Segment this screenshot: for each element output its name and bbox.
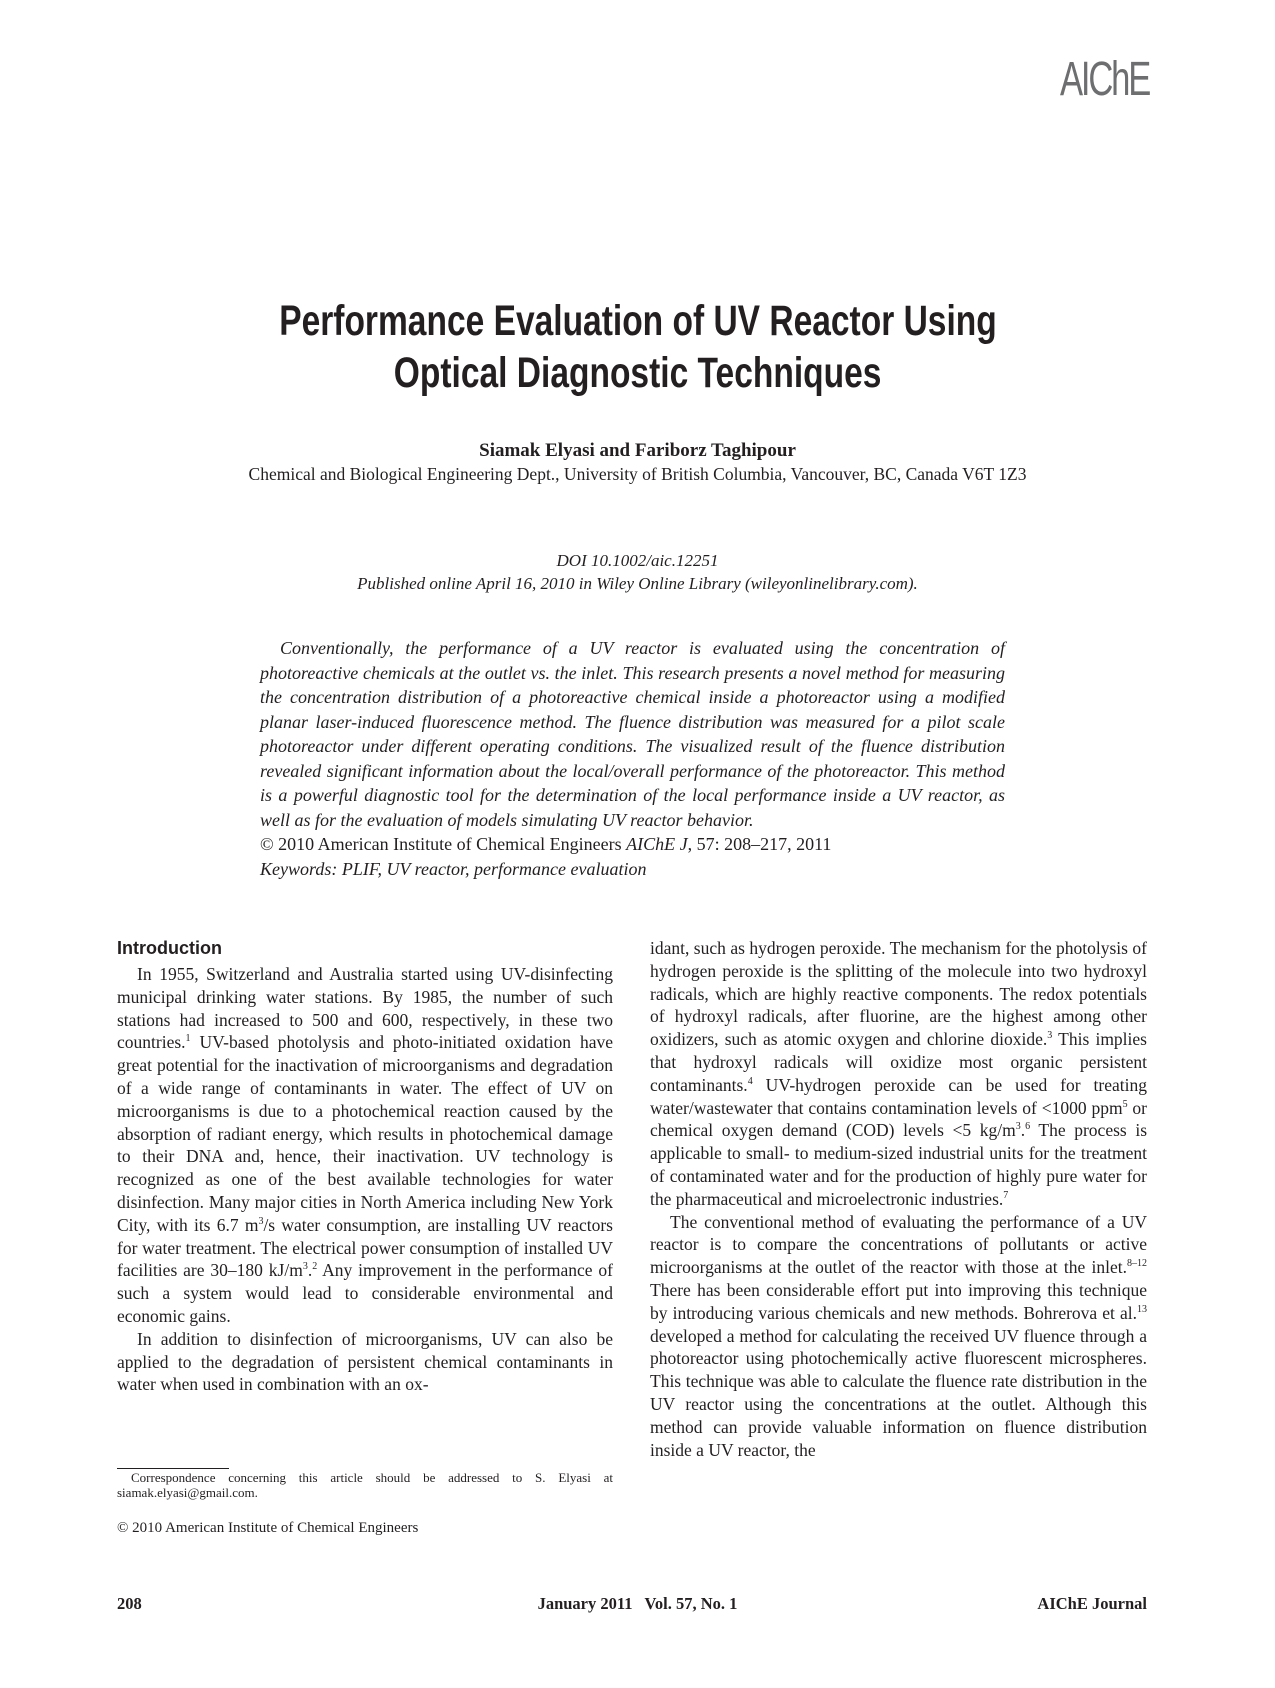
abstract-copyright (260, 832, 1005, 857)
publication-info: Published online April 16, 2010 in Wiley Online Library (wileyonlinelibrary.com). (357, 574, 918, 593)
copyright-notice: © 2010 American Institute of Chemical Engineers (117, 1520, 419, 1536)
title-line-1: Performance Evaluation of UV Reactor Using (278, 297, 997, 345)
affiliation: Chemical and Biological Engineering Dept., University of British Columbia, Vancouver, BC, Canada V6T 1Z3 (248, 464, 1027, 484)
article-title (0, 295, 1275, 399)
page-number: 208 (117, 1594, 142, 1613)
citation: 5 (1122, 1098, 1128, 1110)
paragraph: In addition to disinfection of microorganisms, UV can also be applied to the degradation of persistent chemical contaminants in water when used in combination with an ox- (117, 1328, 613, 1395)
correspondence-footnote (117, 1470, 613, 1500)
footnote-text: Correspondence concerning this article should be addressed to S. Elyasi at siamak.elyasi@gmail.com. (117, 1470, 613, 1500)
section-heading-introduction: Introduction (117, 938, 222, 958)
copyright-journal: AIChE J (626, 834, 688, 854)
citation: 1 (185, 1033, 191, 1045)
journal-name: AIChE Journal (1037, 1594, 1147, 1613)
left-column (117, 937, 613, 1396)
citation: 6 (1025, 1121, 1031, 1133)
footnote-divider (117, 1468, 229, 1469)
citation: 8–12 (1127, 1258, 1147, 1270)
doi: DOI 10.1002/aic.12251 (556, 551, 719, 570)
citation: 3 (1047, 1030, 1053, 1042)
keywords: Keywords: PLIF, UV reactor, performance evaluation (260, 858, 647, 879)
copyright-suffix: , 57: 208–217, 2011 (687, 834, 832, 854)
citation: 2 (312, 1261, 318, 1273)
right-column (650, 937, 1147, 1461)
authors: Siamak Elyasi and Fariborz Taghipour (479, 440, 796, 461)
paragraph: The conventional method of evaluating the performance of a UV reactor is to compare the concentrations of pollutants or active microorganisms at the outlet of the reactor with those at the inlet.$^{8-12}$ There has been considerable effort put into improving this technique by introducing various chemicals and new methods. Bohrerova et al.$^{13}$ developed a method for calculating the received UV fluence through a photoreactor using photochemically active fluorescent microspheres. This technique was able to calculate the fluence rate distribution in the UV reactor using the concentrations at the outlet. Although this method can provide valuable information on fluence distribution inside a UV reactor, the (650, 1211, 1147, 1460)
issue-info: January 2011 Vol. 57, No. 1 (537, 1594, 738, 1613)
citation: 7 (1003, 1189, 1009, 1201)
citation: 13 (1137, 1303, 1147, 1315)
paragraph: In 1955, Switzerland and Australia started using UV-disinfecting municipal drinking water stations. By 1985, the number of such stations had increased to 500 and 600, respectively, in these two countries.$^1$ UV-based photolysis and photo-initiated oxidation have great potential for the inactivation of microorganisms and degradation of a wide range of contaminants in water. The effect of UV on microorganisms is due to a photochemical reaction caused by the absorption of radiant energy, which results in photochemical damage to their DNA and, hence, their inactivation. UV technology is recognized as one of the best available technologies for water disinfection. Many major cities in North America including New York City, with its 6.7 $m^3/s$ water consumption, are installing UV reactors for water treatment. The electrical power consumption of installed UV facilities are 30–180 $kJ/m^3.^2$ Any improvement in the performance of such a system would lead to considerable environmental and economic gains. (117, 964, 614, 1326)
citation: 4 (747, 1075, 753, 1087)
abstract-text: Conventionally, the performance of a UV reactor is evaluated using the concentration of photoreactive chemicals at the outlet vs. the inlet. This research presents a novel method for measuring the concentration distribution of a photoreactive chemical inside a photoreactor using a modified planar laser-induced fluorescence method. The fluence distribution was measured for a pilot scale photoreactor under different operating conditions. The visualized result of the fluence distribution revealed significant information about the local/overall performance of the photoreactor. This method is a powerful diagnostic tool for the determination of the local performance inside a UV reactor, as well as for the evaluation of models simulating UV reactor behavior. (260, 638, 1005, 830)
abstract (260, 636, 1005, 881)
paragraph: idant, such as hydrogen peroxide. The mechanism for the photolysis of hydrogen peroxide is the splitting of the molecule into two hydroxyl radicals, which are highly reactive components. The redox potentials of hydroxyl radicals, after fluorine, are the highest among other oxidizers, such as atomic oxygen and chlorine dioxide.$^3$ This implies that hydroxyl radicals will oxidize most organic persistent contaminants.$^4$ UV-hydrogen peroxide can be used for treating water/wastewater that contains contamination levels of <1000 ppm$^5$ or chemical oxygen demand (COD) levels <5 $kg/m^3.^6$ The process is applicable to small- to medium-sized industrial units for the treatment of contaminated water and for the production of highly pure water for the pharmaceutical and microelectronic industries.$^7$ (650, 938, 1148, 1209)
journal-logo: AIChE (1060, 53, 1150, 106)
title-line-2: Optical Diagnostic Techniques (393, 349, 882, 397)
copyright-prefix: © 2010 American Institute of Chemical Engineers (260, 834, 627, 854)
